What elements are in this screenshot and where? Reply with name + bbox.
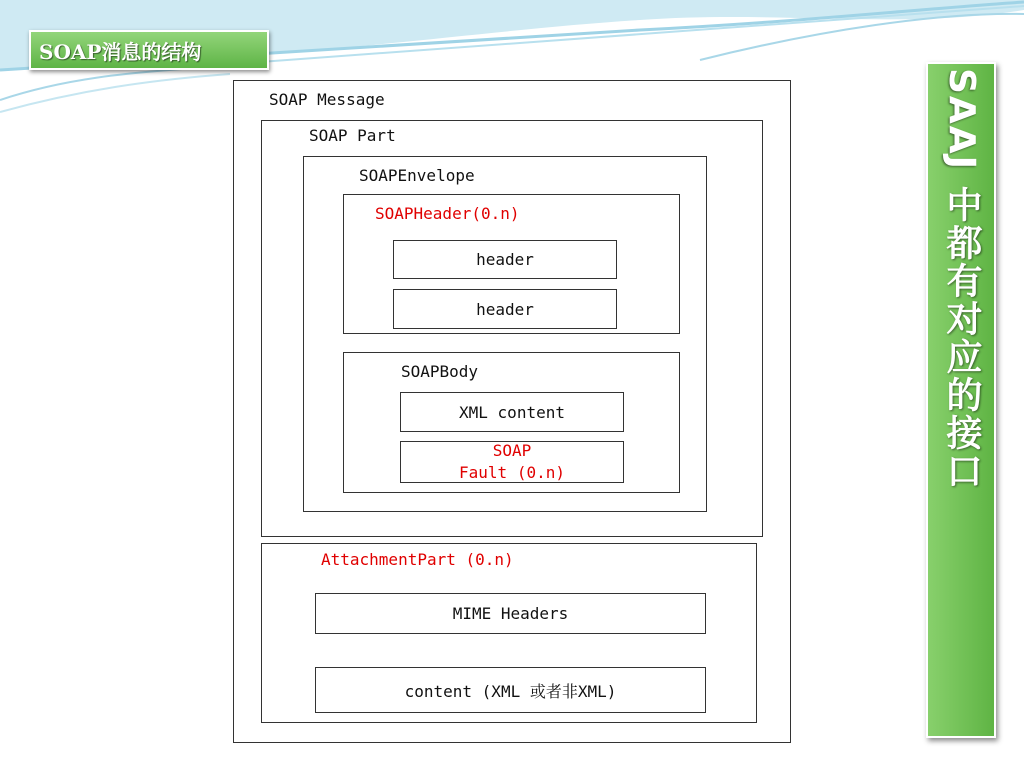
side-banner-text: SAAJ 中都有对应的接口 [941, 68, 982, 490]
soap-fault-line1: SOAP [492, 441, 532, 460]
soap-header-label: SOAPHeader(0.n) [375, 204, 520, 223]
slide-title: SOAP消息的结构 [29, 30, 269, 70]
soap-body-label: SOAPBody [401, 362, 479, 381]
soap-message-label: SOAP Message [269, 90, 385, 109]
header-item-2: header [393, 289, 617, 329]
header-item-1: header [393, 240, 617, 279]
soap-part-label: SOAP Part [309, 126, 396, 145]
side-banner [926, 62, 996, 738]
mime-headers-box: MIME Headers [315, 593, 706, 634]
soap-fault-line2: Fault (0.n) [459, 463, 565, 482]
attachment-content-box: content (XML 或者非XML) [315, 667, 706, 713]
attachment-part-label: AttachmentPart (0.n) [321, 550, 514, 569]
xml-content-box: XML content [400, 392, 624, 432]
soap-structure-diagram [233, 80, 791, 743]
soap-envelope-label: SOAPEnvelope [359, 166, 475, 185]
soap-fault-box [400, 441, 624, 483]
